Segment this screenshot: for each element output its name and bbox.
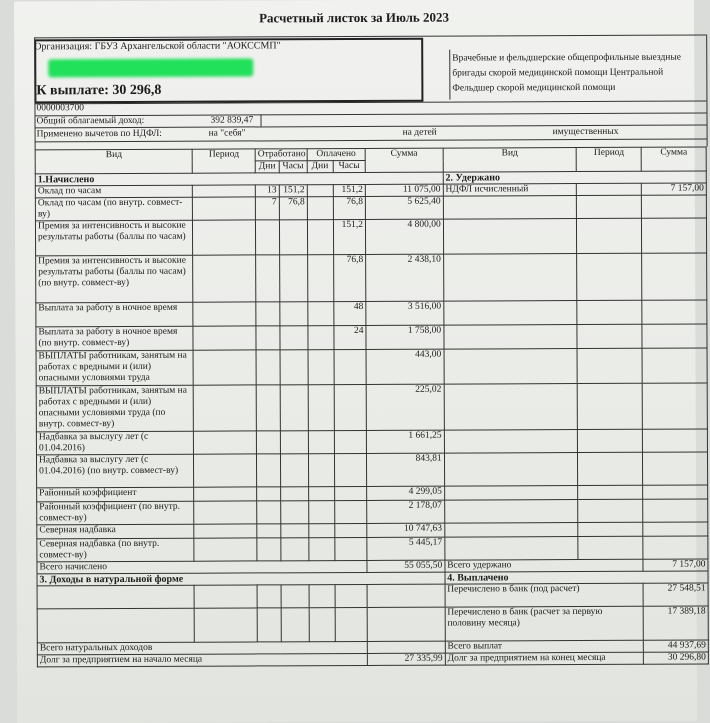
withheld-name [444,453,578,487]
accrual-paid-hours [335,537,367,560]
accrual-row [35,195,706,221]
accrual-name: Премия за интенсивность и высокие результаты работы (баллы по часам) (по внутр. совмест-ву) [36,255,194,303]
accrual-paid-hours: 76,8 [333,196,365,219]
accrual-worked-days: 13 [255,185,279,197]
natural-cell [309,585,335,608]
withheld-sum [642,253,707,300]
accrual-period [193,302,256,326]
accrual-period [194,538,257,561]
total-natural-label: Всего натуральных доходов [37,641,367,654]
accrual-row [36,324,707,351]
accrual-paid-days [308,431,334,454]
accrual-name: Выплата за работу в ночное время (по внутр. совмест-ву) [36,326,194,351]
withheld-sum [642,324,707,348]
payslip-sheet [14,0,706,723]
debt-end-value: 30 296,80 [644,652,709,664]
debt-end-label: Долг за предприятием на конец месяца [445,652,644,665]
deductions-label: Применено вычетов по НДФЛ: [36,128,162,140]
accrual-sum: 4 800,00 [366,219,444,254]
accrual-paid-days [309,524,335,538]
debt-start-value: 27 335,99 [367,653,445,665]
accrual-paid-days [308,350,334,385]
accrual-sum: 11 075,00 [365,184,443,196]
payslip-table [35,146,709,667]
withheld-period [577,348,642,383]
withheld-sum [642,348,707,383]
deduction-self: на "себя" [208,128,246,139]
accrual-worked-hours [280,487,308,501]
accrual-period [194,454,257,487]
withheld-sum [643,499,708,522]
withheld-name [443,254,577,302]
withheld-period [577,195,642,218]
withheld-name [444,301,578,326]
department-name: Врачебные и фельдшерские общепрофильные выездные бригады скорой медицинской помощи Центральной [452,52,681,79]
table-header-row [35,147,706,162]
section-natural-title: 3. Доходы в натуральной форме [37,572,445,586]
withheld-name [443,219,577,255]
withheld-sum [642,195,707,218]
employee-code: 0000003700 [36,103,84,114]
withheld-period [578,485,643,499]
accrual-sum: 2 438,10 [366,254,444,301]
paid-row [37,606,708,643]
total-withheld-label: Всего удержано [445,559,644,572]
natural-cell [335,584,367,607]
accrual-row [36,452,707,488]
col-kind-2: Вид [443,148,577,173]
accrual-worked-days: 7 [255,197,279,220]
accrual-period [193,255,256,302]
withheld-sum [643,522,708,536]
accrual-name: Выплата за работу в ночное время [36,302,194,327]
accrual-worked-days [257,454,281,487]
natural-cell [257,608,281,642]
accrual-row [36,348,707,386]
col-kind: Вид [35,149,193,174]
withheld-sum [643,452,708,485]
accrual-row [36,429,707,455]
accrual-worked-days [257,501,281,524]
col-worked-hours: Часы [279,161,307,173]
section-paid-title: 4. Выплачено [445,571,708,584]
withheld-name [444,486,578,501]
accrual-sum: 1 661,25 [366,430,444,453]
accrual-paid-hours [334,430,366,453]
withheld-period [577,253,642,300]
natural-sum [367,607,445,641]
accrual-row [36,383,707,432]
accrual-paid-hours: 24 [334,325,366,349]
accrual-worked-hours [280,326,308,350]
accrual-paid-hours: 151,2 [333,184,365,196]
natural-cell [309,608,335,642]
organization-name: Организация: ГБУЗ Архангельской области "АОКССМП" [34,40,281,53]
col-paid: Оплачено [307,148,365,160]
withheld-period [578,452,643,485]
natural-name [37,608,195,643]
accrual-worked-days [256,326,280,350]
header-line-4 [35,138,707,142]
accrual-worked-hours [280,385,308,431]
accrual-name: ВЫПЛАТЫ работникам, занятым на работах с вредными и (или) опасными условиями труда (по внутр. совмест-ву) [36,385,194,432]
accrual-paid-days [307,220,333,255]
natural-cell [335,607,368,641]
accrual-worked-hours [280,302,308,326]
withheld-period [577,218,642,253]
withheld-name [443,196,577,220]
accrual-worked-hours [280,454,308,487]
accrual-paid-days [309,538,335,561]
accrual-row [35,218,706,256]
accrual-worked-hours [279,255,307,302]
withheld-name [444,500,578,524]
accrual-worked-days [256,385,280,431]
accrual-paid-days [308,454,334,487]
accrual-paid-days [307,197,333,220]
debt-start-label: Долг за предприятием на начало месяца [37,653,367,666]
accrual-sum: 5 625,40 [365,196,443,219]
col-worked: Отработано [255,149,307,161]
withheld-period [578,383,643,429]
accrual-worked-days [256,302,280,326]
income-divider [260,114,261,126]
accrual-period [194,524,257,538]
accrual-paid-hours [334,486,366,500]
accrual-worked-days [257,538,281,561]
natural-sum [367,584,445,607]
accrual-paid-days [307,255,333,302]
paid-name: Перечислено в банк (расчет за первую половину месяца) [445,606,644,641]
natural-cell [257,585,281,608]
natural-cell [281,608,309,642]
withheld-period [578,499,643,522]
accrual-paid-days [307,185,333,197]
accrual-sum: 4 299,05 [367,486,445,500]
paid-sum: 27 548,51 [643,583,708,606]
accrual-name: Премия за интенсивность и высокие результаты работы (баллы по часам) [35,220,193,256]
accrual-row [37,536,708,562]
accrual-worked-hours [281,538,309,561]
accrual-worked-hours [280,350,308,385]
col-sum: Сумма [365,148,443,172]
withheld-period [578,536,643,559]
to-pay-amount: К выплате: 30 296,8 [36,82,162,99]
col-worked-days: Дни [255,161,279,173]
natural-cell [281,585,309,608]
total-natural-value [367,641,445,653]
header-right-border [706,34,707,146]
withheld-sum [643,536,708,559]
withheld-sum: 7 157,00 [641,183,706,195]
total-withheld-value: 7 157,00 [643,559,708,571]
natural-period [195,608,258,642]
accrual-sum: 3 516,00 [366,301,444,325]
accrual-worked-days [256,220,280,255]
col-paid-hours: Часы [333,160,365,172]
accrual-worked-days [256,350,280,385]
accrual-period [193,220,256,255]
withheld-name [445,523,579,538]
accrual-worked-days [256,431,280,454]
withheld-name [444,384,578,431]
header-divider [449,50,450,100]
accrual-row [36,253,707,303]
taxable-income-label: Общий облагаемый доход: [36,115,145,127]
accrual-worked-hours: 151,2 [279,185,307,197]
section-withheld-title: 2. Удержано [443,171,706,184]
accrual-paid-days [308,385,334,431]
accrual-paid-hours [334,349,367,384]
withheld-name [444,430,578,454]
natural-name [37,585,195,609]
accrual-name: Надбавка за выслугу лет (с 01.04.2016) (по внутр. совмест-ву) [36,454,194,488]
col-period-2: Период [577,147,642,171]
accrual-worked-hours [280,431,308,454]
withheld-name [444,349,578,385]
accrual-period [194,487,257,501]
accrual-worked-days [256,255,280,302]
taxable-income-value: 392 839,47 [210,115,254,126]
accrual-sum: 843,81 [367,453,445,486]
accrual-worked-hours [281,524,309,538]
accrual-worked-hours [280,501,308,524]
accrual-worked-days [257,487,281,501]
accrual-period [194,501,257,524]
deduction-property: имущественных [552,126,619,138]
total-paid-label: Всего выплат [445,640,644,653]
accrual-period [194,385,257,431]
accrual-sum: 443,00 [366,349,444,384]
accrual-paid-hours [334,500,366,523]
withheld-period [578,429,643,452]
accrual-period [193,185,256,197]
accrual-name: Районный коэффициент (по внутр. совмест-ву) [37,501,195,525]
paid-sum: 17 389,18 [643,606,708,640]
total-accrued-value: 55 055,50 [367,560,445,572]
accrual-name: Надбавка за выслугу лет (с 01.04.2016) [36,431,194,455]
redaction-mark [48,58,253,77]
withheld-sum [642,300,707,324]
col-paid-days: Дни [307,161,333,173]
accrual-period [194,431,257,454]
withheld-sum [643,429,708,452]
accrual-paid-hours [334,453,367,486]
accrual-row [36,300,707,327]
accrual-name: ВЫПЛАТЫ работникам, занятым на работах с вредными и (или) опасными условиями труда [36,350,194,386]
employee-info [452,50,702,96]
withheld-name: НДФЛ исчисленный [443,184,577,197]
accrual-paid-hours [334,523,366,537]
accrual-name: Оклад по часам [35,185,193,198]
withheld-period [578,522,643,536]
paid-name: Перечислено в банк (под расчет) [445,583,644,607]
withheld-period [577,183,642,195]
accrual-row [37,499,708,525]
accrual-sum: 1 758,00 [366,325,444,349]
col-period: Период [193,149,256,173]
accrual-paid-hours: 48 [334,301,366,325]
total-paid-value: 44 937,69 [643,640,708,652]
total-accrued-label: Всего начислено [37,560,367,573]
accrual-name: Районный коэффициент [37,487,195,502]
accrual-period [193,326,256,350]
accrual-paid-days [308,326,334,350]
accrual-paid-days [308,487,334,501]
accrual-sum: 2 178,07 [367,500,445,523]
accrual-paid-hours [334,384,367,430]
accrual-sum: 225,02 [366,384,444,430]
deduction-children: на детей [402,127,437,138]
accrual-paid-days [308,501,334,524]
accrual-name: Северная надбавка [37,524,195,539]
withheld-sum [642,218,707,253]
withheld-name [444,325,578,350]
withheld-name [445,537,579,561]
accrual-sum: 10 747,63 [367,523,445,537]
accrual-paid-hours: 151,2 [333,219,366,254]
position-name: Фельдшер скорой медицинской помощи [452,82,616,94]
accrual-worked-hours: 76,8 [279,197,307,220]
withheld-sum [642,383,707,429]
paid-row [37,583,708,609]
accrual-paid-hours: 76,8 [333,254,366,301]
accrual-worked-hours [279,220,307,255]
accrual-period [194,350,257,385]
col-sum-2: Сумма [641,147,706,171]
withheld-period [577,324,642,348]
withheld-period [577,300,642,324]
accrual-sum: 5 445,17 [367,537,445,560]
section-accrued-title: 1.Начислено [35,172,443,186]
accrual-period [193,197,256,220]
natural-period [195,585,258,608]
accrual-worked-days [257,524,281,538]
accrual-name: Северная надбавка (по внутр. совмест-ву) [37,538,195,562]
accrual-name: Оклад по часам (по внутр. совмест-ву) [35,197,193,221]
payslip-title: Расчетный листок за Июль 2023 [259,9,450,26]
debt-row [37,652,708,667]
accrual-paid-days [308,302,334,326]
withheld-sum [643,485,708,499]
